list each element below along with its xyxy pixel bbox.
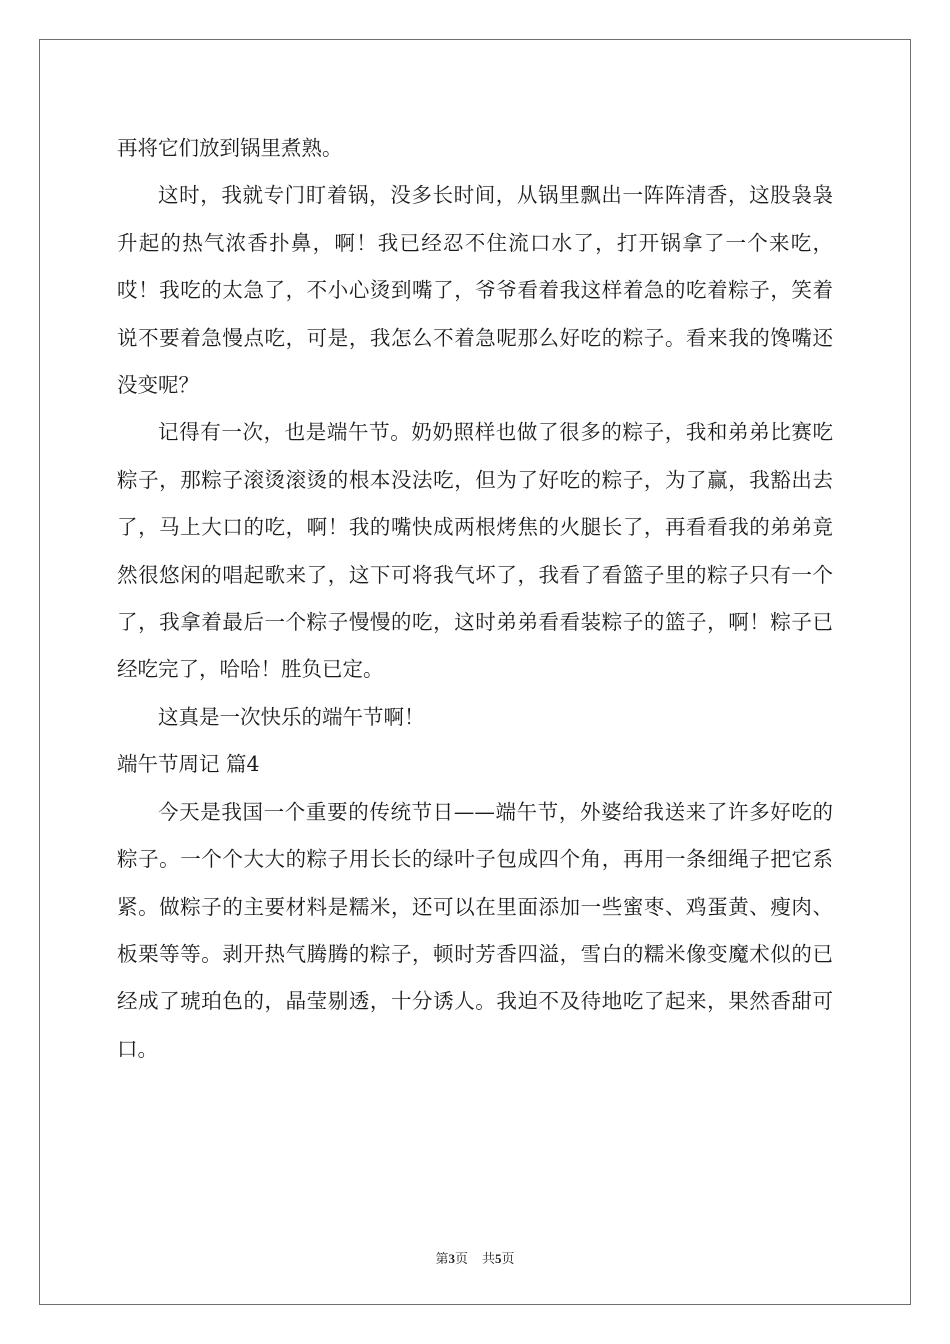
page-footer — [0, 1248, 950, 1267]
section-heading: 端午节周记 篇4 — [117, 752, 260, 777]
total-pages: 5 — [495, 1251, 502, 1266]
page-prefix: 第 — [435, 1252, 449, 1267]
paragraph-1: 再将它们放到锅里煮熟。 — [117, 136, 343, 160]
total-suffix: 页 — [501, 1252, 515, 1267]
paragraph-4: 这真是一次快乐的端午节啊！ — [158, 704, 425, 729]
paragraph-3: 记得有一次，也是端午节。奶奶照样也做了很多的粽子，我和弟弟比赛吃粽子，那粽子滚烫滚烫的根本没法吃，但为了好吃的粽子，为了赢，我豁出去了，马上大口的吃，啊！我的嘴快成两根烤焦的火腿长了，再看看我的弟弟竟然很悠闲的唱起歌来了，这下可将我气坏了，我看了看篮子里的粽子只有一个了，我拿着最后一个粽子慢慢的吃，这时弟弟看看装粽子的篮子，啊！粽子已经吃完了，哈哈！胜负已定。 — [117, 420, 833, 682]
page-number: 3 — [448, 1251, 455, 1266]
document-body — [117, 125, 833, 1073]
total-prefix: 共 — [482, 1252, 496, 1267]
paragraph-2: 这时，我就专门盯着锅，没多长时间，从锅里飘出一阵阵清香，这股袅袅升起的热气浓香扑鼻，啊！我已经忍不住流口水了，打开锅拿了一个来吃，哎！我吃的太急了，不小心烫到嘴了，爷爷看着我这样着急的吃着粽子，笑着说不要着急慢点吃，可是，我怎么不着急呢那么好吃的粽子。看来我的馋嘴还没变呢？ — [117, 183, 833, 398]
page-suffix: 页 — [454, 1252, 468, 1267]
paragraph-5: 今天是我国一个重要的传统节日——端午节，外婆给我送来了许多好吃的粽子。一个个大大的粽子用长长的绿叶子包成四个角，再用一条细绳子把它系紧。做粽子的主要材料是糯米，还可以在里面添加一些蜜枣、鸡蛋黄、瘦肉、板栗等等。剥开热气腾腾的粽子，顿时芳香四溢，雪白的糯米像变魔术似的已经成了琥珀色的，晶莹剔透，十分诱人。我迫不及待地吃了起来，果然香甜可口。 — [117, 799, 833, 1061]
